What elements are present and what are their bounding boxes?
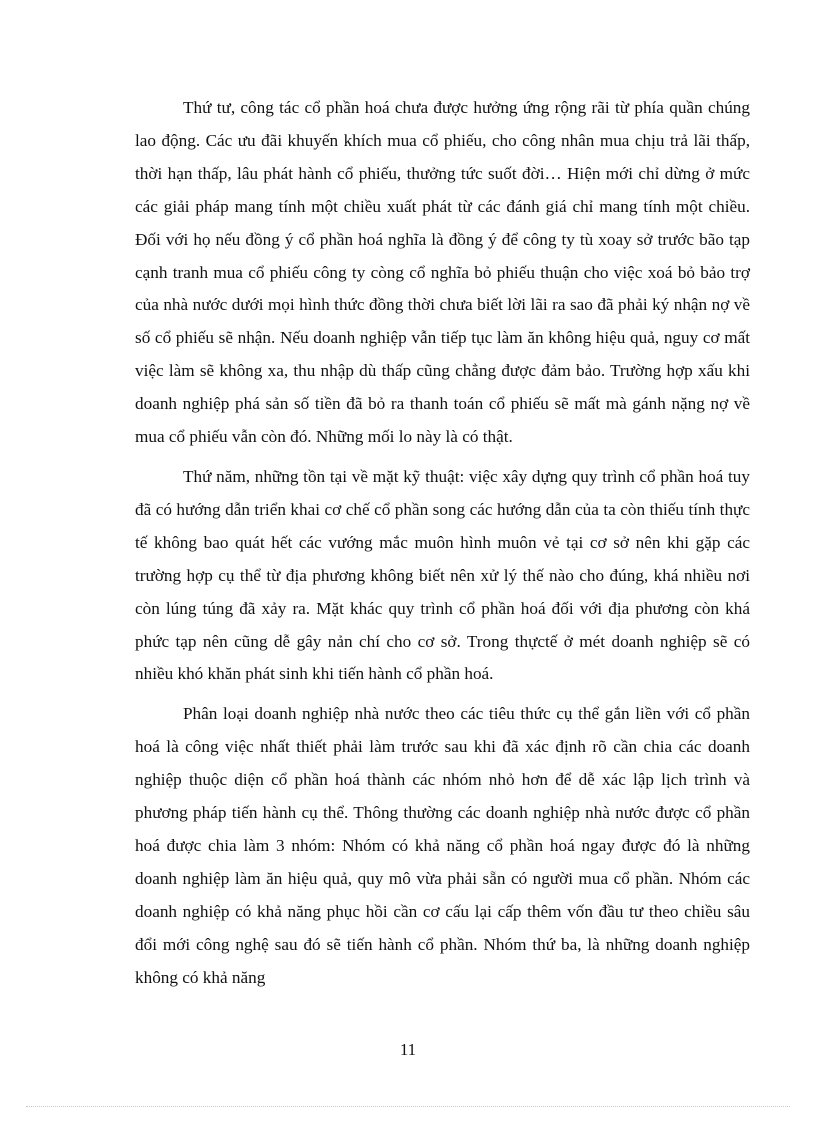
page-body xyxy=(135,92,750,1001)
footer-divider xyxy=(26,1106,790,1107)
paragraph-2: Thứ năm, những tồn tại về mặt kỹ thuật: việc xây dựng quy trình cổ phần hoá tuy đã có hướng dẫn triển khai cơ chế cổ phần song các hướng dẫn của ta còn thiếu tính thực tế không bao quát hết các vướng mắc muôn hình muôn vẻ tại cơ sở nên khi gặp các trường hợp cụ thể từ địa phương không biết nên xử lý thế nào cho đúng, khá nhiều nơi còn lúng túng đã xảy ra. Mặt khác quy trình cổ phần hoá đối với địa phương còn khá phức tạp nên cũng dễ gây nản chí cho cơ sở. Trong thựctế ở mét doanh nghiệp sẽ có nhiều khó khăn phát sinh khi tiến hành cổ phần hoá. xyxy=(135,466,750,684)
paragraph-3: Phân loại doanh nghiệp nhà nước theo các tiêu thức cụ thể gắn liền với cổ phần hoá là công việc nhất thiết phải làm trước sau khi đã xác định rõ cần chia các doanh nghiệp thuộc diện cổ phần hoá thành các nhóm nhỏ hơn để dễ xác lập lịch trình và phương pháp tiến hành cụ thể. Thông thường các doanh nghiệp nhà nước được cổ phần hoá được chia làm 3 nhóm: Nhóm có khả năng cổ phần hoá ngay được đó là những doanh nghiệp làm ăn hiệu quả, quy mô vừa phải sẵn có người mua cổ phần. Nhóm các doanh nghiệp có khả năng phục hồi cần cơ cấu lại cấp thêm vốn đầu tư theo chiều sâu đổi mới công nghệ sau đó sẽ tiến hành cổ phần. Nhóm thứ ba, là những doanh nghiệp không có khả năng xyxy=(135,704,750,987)
paragraph-1: Thứ tư, công tác cổ phần hoá chưa được hưởng ứng rộng rãi từ phía quần chúng lao động. Các ưu đãi khuyến khích mua cổ phiếu, cho công nhân mua chịu trả lãi thấp, thời hạn thấp, lâu phát hành cổ phiếu, thưởng tức suốt đời… Hiện mới chỉ dừng ở mức các giải pháp mang tính một chiều xuất phát từ các đánh giá chỉ mang tính một chiều. Đối với họ nếu đồng ý cổ phần hoá nghĩa là đồng ý để công ty tù xoay sở trước bão tạp cạnh tranh mua cổ phiếu công ty còng cổ nghĩa bỏ phiếu thuận cho việc xoá bỏ bảo trợ của nhà nước dưới mọi hình thức đồng thời chưa biết lời lãi ra sao đã phải ký nhận nợ về số cổ phiếu sẽ nhận. Nếu doanh nghiệp vẫn tiếp tục làm ăn không hiệu quả, nguy cơ mất việc làm sẽ không xa, thu nhập dù thấp cũng chẳng được đảm bảo. Trường hợp xấu khi doanh nghiệp phá sản số tiền đã bỏ ra thanh toán cổ phiếu sẽ mất mà gánh nặng nợ về mua cổ phiếu vẫn còn đó. Những mối lo này là có thật. xyxy=(135,98,750,447)
page-number: 11 xyxy=(399,1040,417,1059)
